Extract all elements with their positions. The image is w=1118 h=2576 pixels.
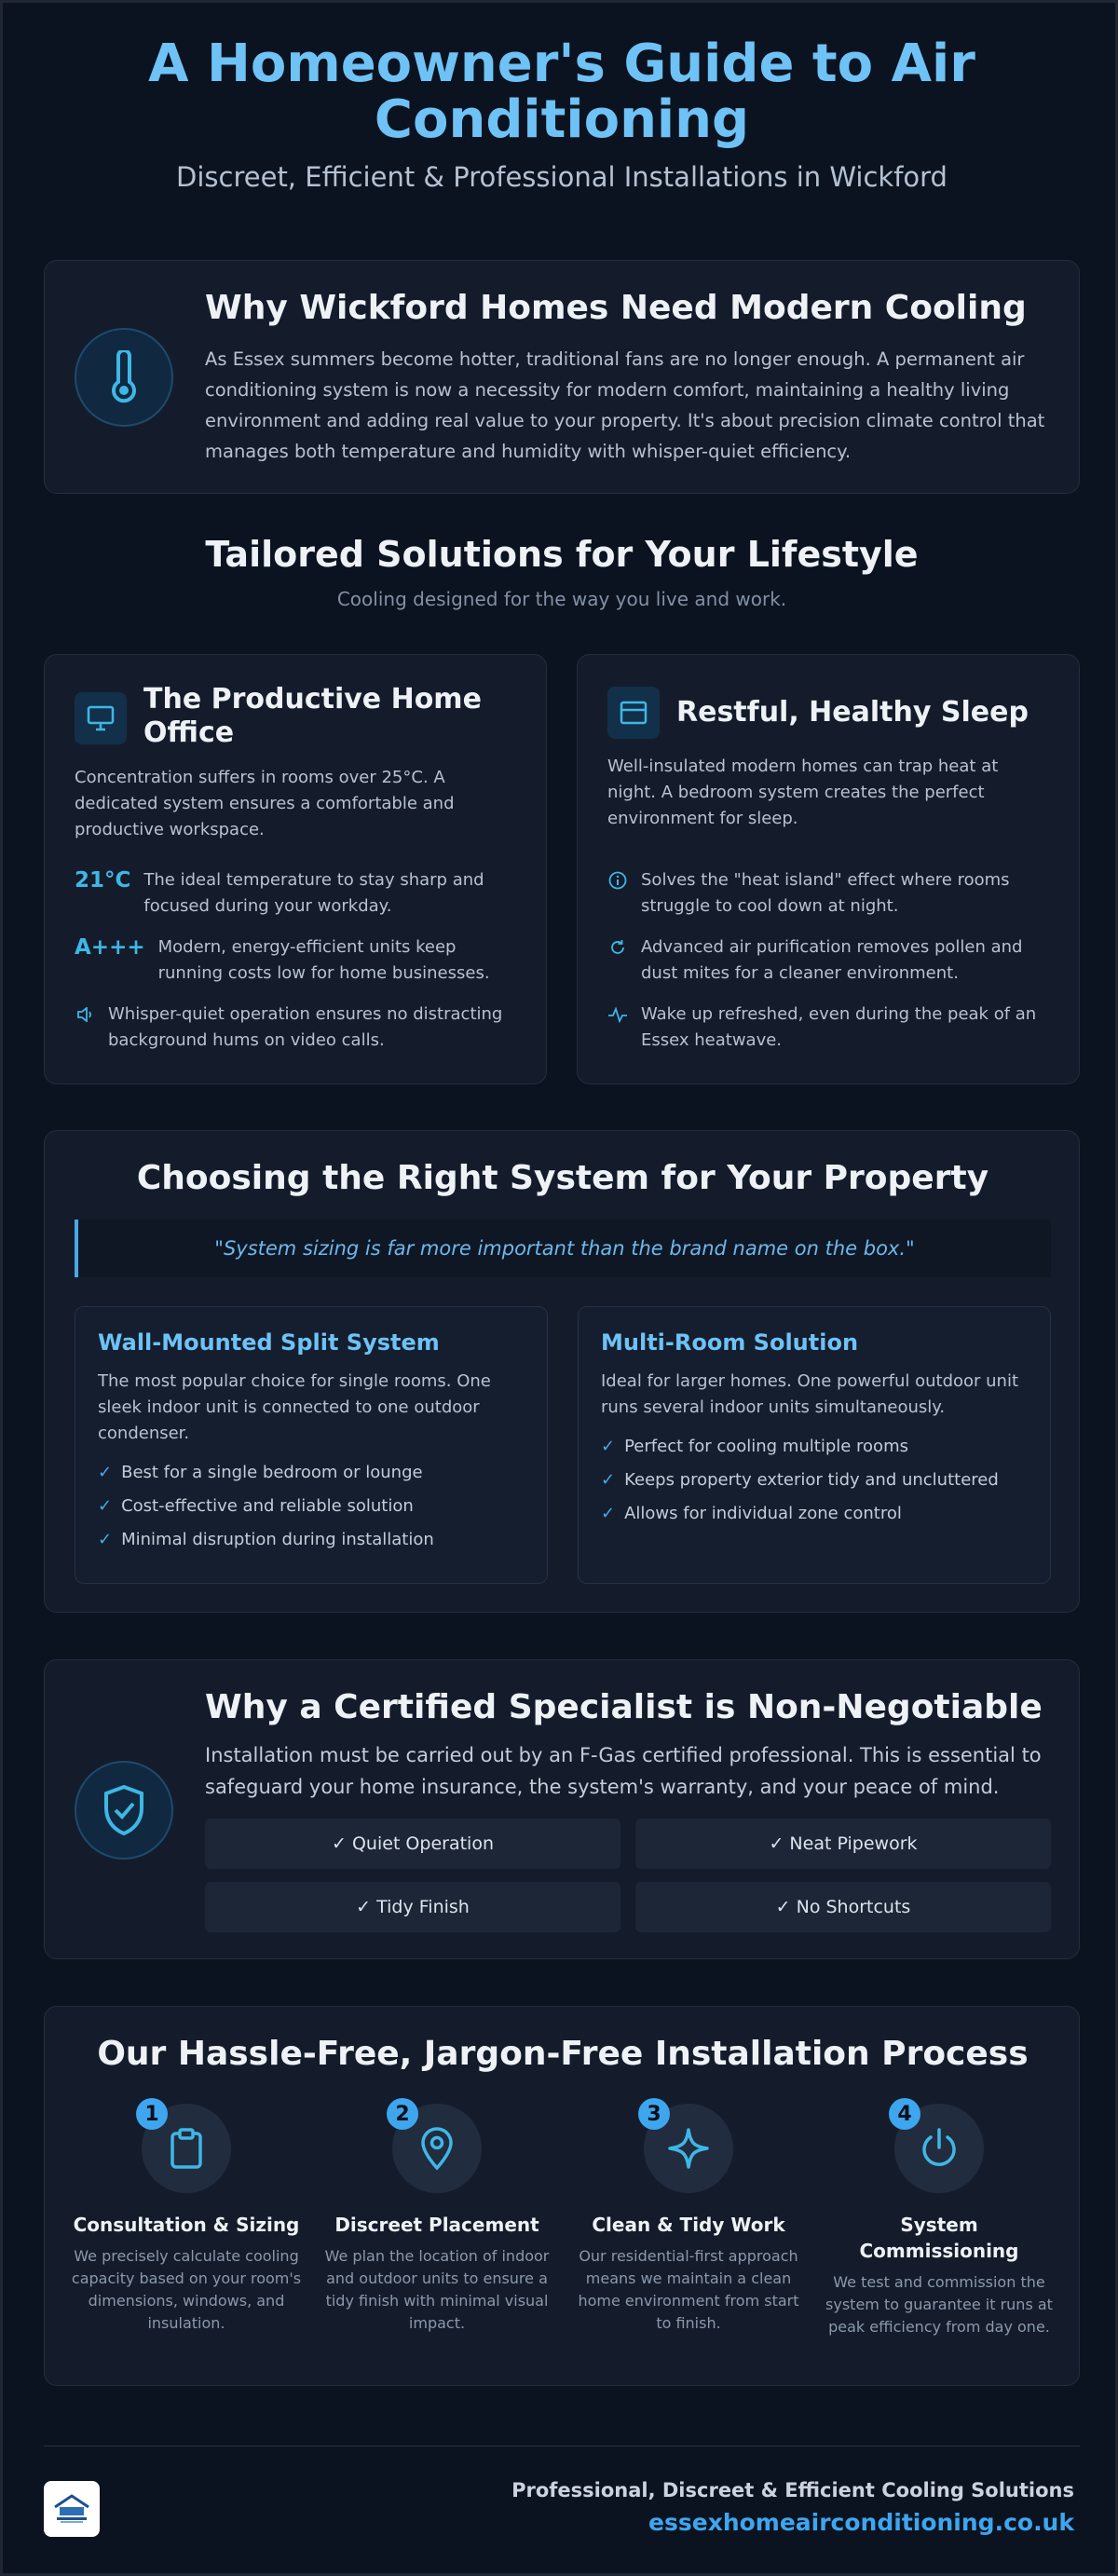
step-description: We plan the location of indoor and outdoor units to ensure a tidy finish with minimal visual impact.: [324, 2247, 550, 2332]
process-step: [320, 2104, 553, 2335]
check-icon: ✓: [98, 1530, 113, 1549]
multi-room-title: Multi-Room Solution: [601, 1329, 859, 1356]
step-number-badge: 4: [889, 2098, 920, 2130]
benefit-text: Best for a single bedroom or lounge: [121, 1463, 423, 1482]
map-pin-icon: [418, 2126, 456, 2171]
office-feature-text: The ideal temperature to stay sharp and focused during your workday.: [143, 870, 484, 916]
shield-check-icon: [75, 1761, 173, 1860]
office-feature-text: Modern, energy-efficient units keep running costs low for home businesses.: [157, 937, 490, 983]
step-description: Our residential-first approach means we maintain a clean home environment from start to finish.: [578, 2247, 799, 2332]
healthy-sleep-card: [577, 654, 1080, 1084]
pulse-icon: [607, 1002, 628, 1028]
choosing-system-card: [44, 1130, 1080, 1613]
sleep-feature-heat-island: [607, 867, 1045, 920]
benefit-text: Keeps property exterior tidy and uncluttered: [624, 1470, 999, 1490]
choosing-system-title: Choosing the Right System for Your Property: [136, 1159, 989, 1197]
benefit-text: Cost-effective and reliable solution: [121, 1496, 414, 1516]
check-icon: ✓: [98, 1463, 113, 1482]
list-item: [98, 1490, 526, 1523]
multi-room-body: Ideal for larger homes. One powerful outdoor unit runs several indoor units simultaneously.: [601, 1371, 1019, 1417]
home-office-title: The Productive Home Office: [143, 683, 482, 749]
office-feature-quiet: [75, 1002, 512, 1054]
split-system-body: The most popular choice for single rooms. One sleek indoor unit is connected to one outdoor condenser.: [98, 1371, 491, 1443]
installation-process-card: [44, 2006, 1080, 2386]
efficiency-highlight: A+++: [75, 935, 145, 960]
step-title: Consultation & Sizing: [73, 2214, 300, 2236]
step-title: System Commissioning: [859, 2214, 1019, 2262]
split-system-card: [75, 1306, 548, 1584]
tailored-title: Tailored Solutions for Your Lifestyle: [205, 534, 919, 575]
footer-info: [511, 2479, 1074, 2536]
process-step: [70, 2104, 303, 2335]
list-item: [98, 1456, 526, 1490]
footer-tagline: Professional, Discreet & Efficient Cooling Solutions: [511, 2479, 1074, 2501]
refresh-icon: [607, 934, 628, 961]
website-link[interactable]: essexhomeairconditioning.co.uk: [648, 2509, 1074, 2536]
sleep-feature-text: Wake up refreshed, even during the peak of an Essex heatwave.: [641, 1004, 1037, 1050]
split-system-title: Wall-Mounted Split System: [98, 1329, 440, 1356]
office-feature-temperature: [75, 867, 512, 920]
benefit-text: Allows for individual zone control: [624, 1504, 902, 1523]
badge-no-shortcuts: ✓ No Shortcuts: [635, 1882, 1051, 1932]
certified-specialist-title: Why a Certified Specialist is Non-Negotiable: [205, 1688, 1043, 1726]
speaker-icon: [75, 1002, 95, 1028]
sizing-quote: "System sizing is far more important than the brand name on the box.": [75, 1220, 1051, 1277]
footer-divider: [44, 2446, 1080, 2447]
window-icon: [607, 687, 660, 739]
tailored-subtitle: Cooling designed for the way you live and work.: [336, 588, 787, 610]
badge-quiet-operation: ✓ Quiet Operation: [205, 1819, 620, 1869]
sleep-feature-refresh: [607, 1002, 1045, 1054]
thermometer-icon: [75, 328, 173, 427]
step-icon-wrap: [142, 2104, 231, 2193]
check-icon: ✓: [601, 1437, 616, 1456]
company-logo[interactable]: [44, 2481, 100, 2537]
step-title: Discreet Placement: [334, 2214, 539, 2236]
process-step: [823, 2104, 1056, 2338]
multi-room-card: [578, 1306, 1051, 1584]
badge-neat-pipework: ✓ Neat Pipework: [635, 1819, 1051, 1869]
split-system-benefits: [98, 1456, 526, 1557]
step-number-badge: 1: [136, 2098, 168, 2130]
step-number-badge: 2: [387, 2098, 418, 2130]
check-icon: ✓: [601, 1504, 616, 1523]
benefit-text: Minimal disruption during installation: [121, 1530, 434, 1549]
list-item: [601, 1430, 1029, 1464]
certified-specialist-card: [44, 1659, 1080, 1959]
why-cooling-card: [44, 260, 1080, 494]
installation-process-title: Our Hassle-Free, Jargon-Free Installation Process: [97, 2035, 1029, 2073]
multi-room-benefits: [601, 1430, 1029, 1531]
why-cooling-body: As Essex summers become hotter, traditional fans are no longer enough. A permanent air conditioning system is now a necessity for modern comfort, maintaining a healthy living environment and adding real value to your property. It's about precision climate control that manages both temperature and humidity with whisper-quiet efficiency.: [205, 348, 1045, 462]
step-icon-wrap: [392, 2104, 482, 2193]
check-icon: ✓: [98, 1496, 113, 1516]
clipboard-icon: [168, 2127, 205, 2170]
home-office-body: Concentration suffers in rooms over 25°C. A dedicated system ensures a comfortable and productive workspace.: [75, 768, 455, 839]
step-icon-wrap: [644, 2104, 733, 2193]
home-office-card: [44, 654, 547, 1084]
badge-tidy-finish: ✓ Tidy Finish: [205, 1882, 620, 1932]
healthy-sleep-body: Well-insulated modern homes can trap heat at night. A bedroom system creates the perfect environment for sleep.: [607, 756, 999, 828]
list-item: [601, 1464, 1029, 1497]
step-number-badge: 3: [638, 2098, 670, 2130]
office-feature-efficiency: [75, 934, 512, 987]
temperature-highlight: 21°C: [75, 868, 131, 893]
step-description: We test and commission the system to guarantee it runs at peak efficiency from day one.: [825, 2273, 1053, 2336]
step-icon-wrap: [894, 2104, 984, 2193]
info-icon: [607, 867, 628, 893]
step-title: Clean & Tidy Work: [592, 2214, 785, 2236]
certified-specialist-body: Installation must be carried out by an F-Gas certified professional. This is essential to safeguard your home insurance, the system's warranty, and your peace of mind.: [205, 1744, 1042, 1798]
sparkle-icon: [667, 2127, 710, 2170]
office-feature-text: Whisper-quiet operation ensures no distracting background hums on video calls.: [108, 1004, 503, 1050]
tailored-section-header: [3, 534, 1118, 610]
healthy-sleep-title: Restful, Healthy Sleep: [676, 696, 1029, 729]
list-item: [98, 1523, 526, 1557]
why-cooling-title: Why Wickford Homes Need Modern Cooling: [205, 289, 1027, 327]
check-icon: ✓: [601, 1470, 616, 1490]
sleep-feature-text: Solves the "heat island" effect where rooms struggle to cool down at night.: [641, 870, 1010, 916]
page-subtitle: Discreet, Efficient & Professional Installations in Wickford: [176, 161, 948, 193]
sleep-feature-text: Advanced air purification removes pollen and dust mites for a cleaner environment.: [641, 937, 1023, 983]
benefit-text: Perfect for cooling multiple rooms: [624, 1437, 908, 1456]
page-title: A Homeowner's Guide to Air Conditioning: [148, 34, 975, 150]
monitor-icon: [75, 692, 127, 744]
process-step: [572, 2104, 805, 2335]
power-icon: [919, 2127, 960, 2170]
step-description: We precisely calculate cooling capacity based on your room's dimensions, windows, and insulation.: [71, 2247, 302, 2332]
page-header: [3, 36, 1118, 193]
sleep-feature-purification: [607, 934, 1045, 987]
list-item: [601, 1497, 1029, 1531]
